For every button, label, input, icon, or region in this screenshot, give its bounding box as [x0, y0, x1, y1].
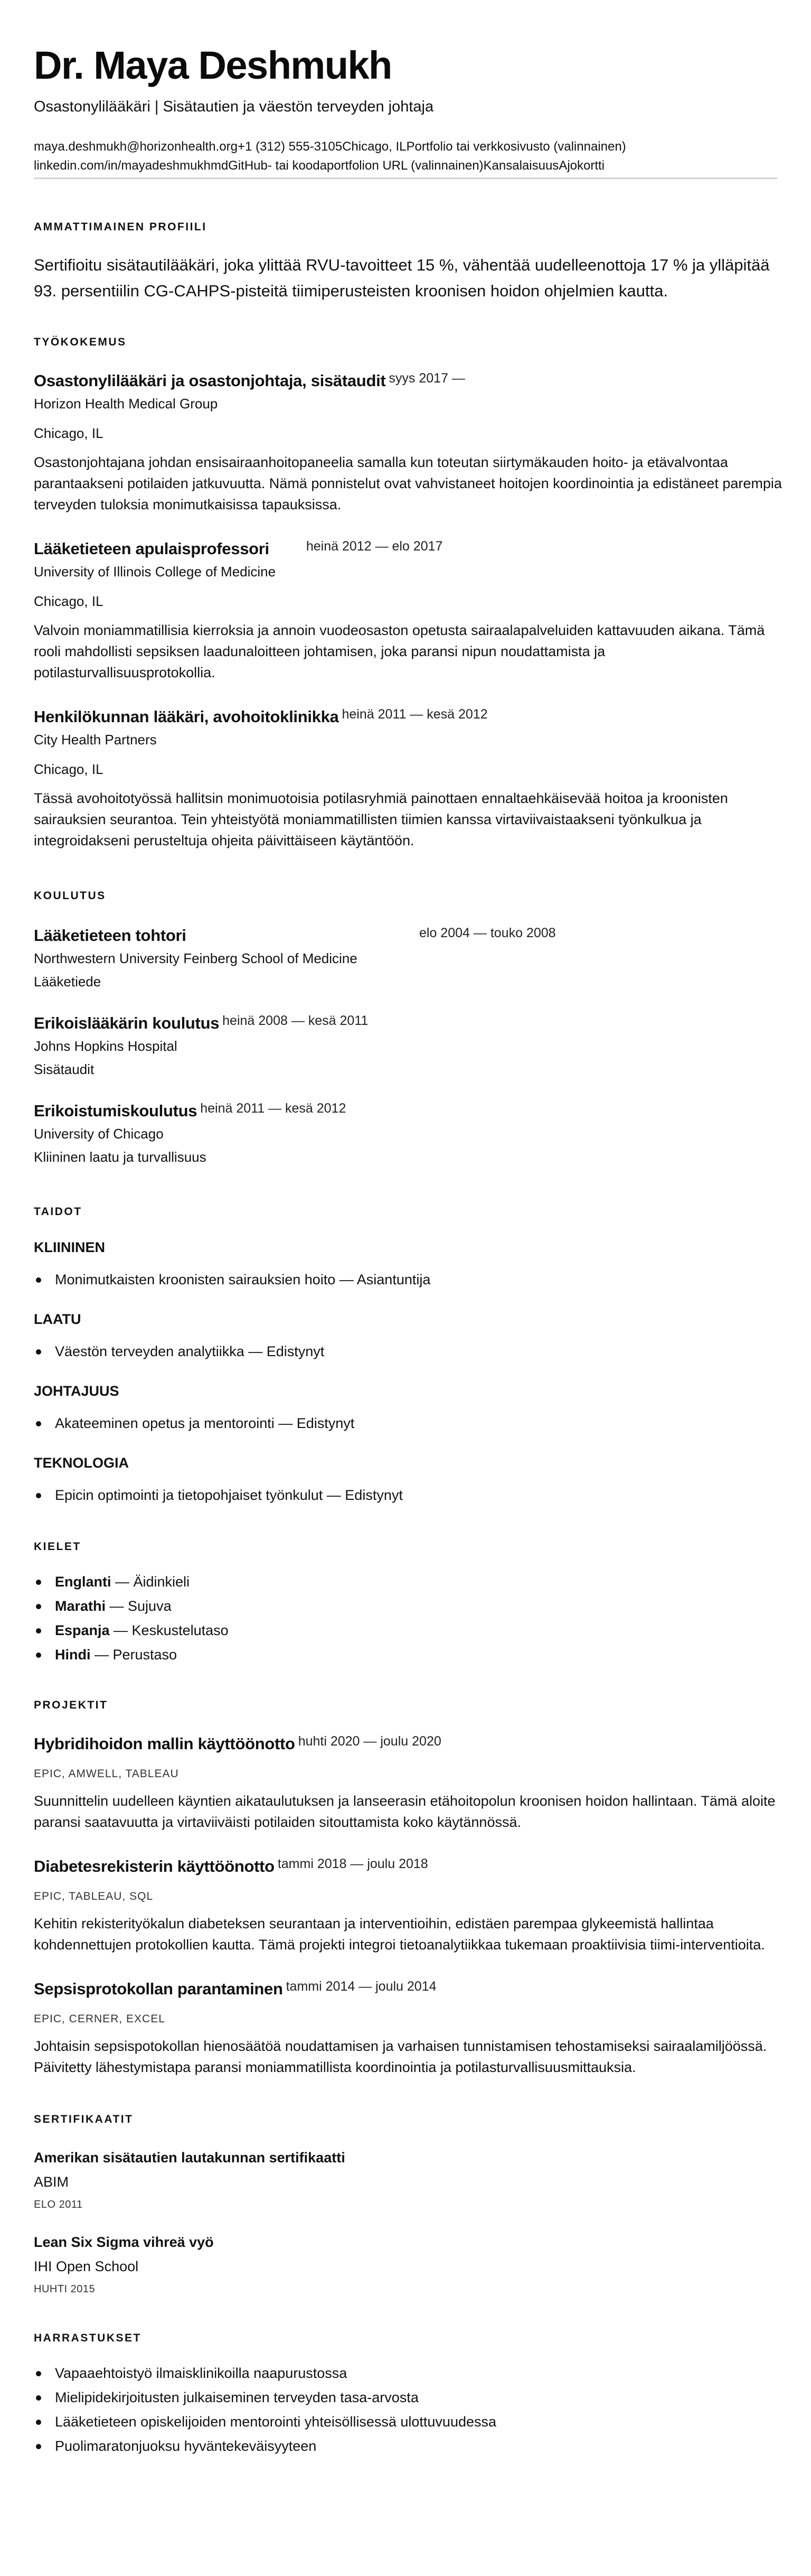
field-of-study: Sisätaudit	[34, 1061, 95, 1077]
project-dates: tammi 2018 — joulu 2018	[277, 1856, 428, 1871]
job-dates: heinä 2011 — kesä 2012	[342, 707, 488, 722]
interest-item: Puolimaratonjuoksu hyväntekeväisyyteen	[34, 2434, 777, 2458]
interest-list	[34, 2361, 777, 2458]
project-item	[34, 1856, 777, 1955]
contact-linkedin[interactable]: linkedin.com/in/mayadeshmukhmd	[34, 158, 229, 173]
experience-section	[34, 334, 782, 851]
school-name: Northwestern University Feinberg School of Medicine	[34, 950, 357, 966]
header-divider	[34, 178, 777, 179]
language-item	[34, 1642, 777, 1667]
profile-section	[34, 219, 777, 304]
language-level: — Keskustelutaso	[109, 1622, 229, 1638]
skill-list	[34, 1483, 777, 1507]
contact-drivers-license: Ajokortti	[559, 158, 605, 173]
skill-item: Monimutkaisten kroonisten sairauksien hoito — Asiantuntija	[34, 1267, 777, 1292]
school-name: Johns Hopkins Hospital	[34, 1038, 177, 1054]
certification-date: HUHTI 2015	[34, 2283, 96, 2295]
project-technologies: EPIC, AMWELL, TABLEAU	[34, 1768, 179, 1780]
skill-group-title: JOHTAJUUS	[34, 1383, 119, 1399]
project-name: Diabetesrekisterin käyttöönotto	[34, 1857, 275, 1875]
section-title-languages: KIELET	[34, 1541, 81, 1553]
job-dates: syys 2017 —	[389, 371, 465, 386]
certification-item	[34, 2232, 777, 2297]
section-title-experience: TYÖKOKEMUS	[34, 336, 127, 348]
profile-summary: Sertifioitu sisätautilääkäri, joka ylittää RVU-tavoitteet 15 %, vähentää uudelleenottoja 17 % ja ylläpitää 93. persentiilin CG-CAHPS-pisteitä tiimiperusteisten kroonisen hoidon ohjelmien kautta.	[34, 256, 770, 300]
field-of-study: Kliininen laatu ja turvallisuus	[34, 1149, 206, 1165]
project-description: Suunnittelin uudelleen käyntien aikataulutuksen ja lanseerasin etähoitopolun kroonisen hoidon hallintaan. Tämä aloite paransi saatavuutta ja virtaviiväisti potilaiden sitouttamista koko käytännössä.	[34, 1793, 776, 1830]
contact-info	[34, 137, 777, 175]
section-title-education: KOULUTUS	[34, 890, 106, 902]
certification-name: Amerikan sisätautien lautakunnan sertifikaatti	[34, 2150, 345, 2166]
project-description: Kehitin rekisterityökalun diabeteksen seurantaan ja interventioihin, edistäen parempaa glykeemistä hallintaa kohdennettujen protokollien kautta. Tämä projekti integroi tietoanalytiikkaa tukemaan proaktiivisia tiimi-interventioita.	[34, 1916, 765, 1953]
language-name: Hindi	[55, 1647, 91, 1663]
project-dates: tammi 2014 — joulu 2014	[286, 1979, 437, 1994]
experience-item	[34, 370, 782, 515]
language-name: Marathi	[55, 1598, 106, 1614]
skill-list	[34, 1411, 777, 1435]
project-dates: huhti 2020 — joulu 2020	[298, 1734, 441, 1749]
school-name: University of Chicago	[34, 1126, 164, 1142]
language-item	[34, 1570, 777, 1594]
candidate-name: Dr. Maya Deshmukh	[34, 43, 392, 87]
job-description: Tässä avohoitotyössä hallitsin monimuotoisia potilasryhmiä painottaen ennaltaehkäisevää hoitoa ja kroonisten sairauksien seurantoa. Tein yhteistyötä moniammatillisten tiimien kanssa virtaviivaistaakseni työnkulkua ja integroidakseni perusteltuja ohjeita päivittäiseen käytäntöön.	[34, 790, 728, 848]
language-item	[34, 1594, 777, 1618]
education-dates: heinä 2008 — kesä 2011	[222, 1013, 369, 1028]
language-name: Englanti	[55, 1574, 111, 1590]
resume-header	[34, 41, 777, 179]
section-title-skills: TAIDOT	[34, 1206, 82, 1218]
project-description: Johtaisin sepsispotokollan hienosäätöä noudattamisen ja varhaisen tunnistamisen tehostamiseksi sairaalamiljöössä. Päivitetty lähestymistapa paransi moniammatillista koordinointia ja potilasturvallisuusmittauksia.	[34, 2038, 767, 2075]
education-section	[34, 888, 777, 1167]
job-employer: Horizon Health Medical Group	[34, 396, 218, 412]
contact-citizenship: Kansalaisuus	[483, 158, 559, 173]
project-name: Sepsisprotokollan parantaminen	[34, 1980, 283, 1998]
experience-item	[34, 706, 777, 851]
contact-portfolio[interactable]: Portfolio tai verkkosivusto (valinnainen)	[406, 139, 626, 154]
language-level: — Perustaso	[90, 1647, 177, 1663]
job-title: Lääketieteen apulaisprofessori	[34, 539, 269, 558]
project-technologies: EPIC, CERNER, EXCEL	[34, 2013, 165, 2025]
section-title-interests: HARRASTUKSET	[34, 2332, 142, 2344]
interest-item: Lääketieteen opiskelijoiden mentorointi yhteisöllisessä ulottuvuudessa	[34, 2410, 777, 2434]
job-description: Osastonjohtajana johdan ensisairaanhoitopaneelia samalla kun toteutan siirtymäkauden hoito- ja etävalvontaa parantaakseni potilaiden jatkuvuutta. Nämä ponnistelut ovat vahvistaneet hoitojen koordinointia ja edistäneet parempia terveyden tuloksia monimutkaisissa tapauksissa.	[34, 454, 782, 512]
language-level: — Äidinkieli	[111, 1574, 190, 1590]
interests-section	[34, 2330, 777, 2458]
degree-title: Lääketieteen tohtori	[34, 926, 186, 945]
education-dates: elo 2004 — touko 2008	[419, 926, 556, 940]
job-employer: University of Illinois College of Medicine	[34, 564, 276, 580]
project-item	[34, 1733, 777, 1833]
skills-section	[34, 1204, 777, 1507]
degree-title: Erikoislääkärin koulutus	[34, 1014, 220, 1032]
section-title-certifications: SERTIFIKAATIT	[34, 2113, 134, 2125]
certification-issuer: IHI Open School	[34, 2258, 139, 2274]
job-title: Henkilökunnan lääkäri, avohoitoklinikka	[34, 707, 339, 726]
contact-row-secondary	[34, 156, 777, 175]
certification-issuer: ABIM	[34, 2174, 69, 2190]
skill-group	[34, 1238, 777, 1292]
project-item	[34, 1978, 777, 2078]
skill-group-title: TEKNOLOGIA	[34, 1455, 129, 1471]
job-dates: heinä 2012 — elo 2017	[306, 539, 443, 554]
skill-group-title: KLIININEN	[34, 1239, 105, 1255]
contact-location: Chicago, IL	[342, 139, 407, 154]
job-location: Chicago, IL	[34, 761, 103, 777]
education-item	[34, 925, 777, 992]
job-employer: City Health Partners	[34, 732, 157, 748]
skill-group	[34, 1382, 777, 1435]
skill-item: Epicin optimointi ja tietopohjaiset työnkulut — Edistynyt	[34, 1483, 777, 1507]
project-name: Hybridihoidon mallin käyttöönotto	[34, 1734, 295, 1753]
languages-section	[34, 1539, 777, 1667]
contact-github[interactable]: GitHub- tai koodaportfolion URL (valinnainen)	[228, 158, 484, 173]
certification-name: Lean Six Sigma vihreä vyö	[34, 2234, 214, 2250]
skill-group	[34, 1310, 777, 1364]
interest-item: Vapaaehtoistyö ilmaisklinikoilla naapurustossa	[34, 2361, 777, 2385]
section-title-projects: PROJEKTIT	[34, 1699, 108, 1711]
contact-row-primary	[34, 137, 777, 156]
language-name: Espanja	[55, 1622, 110, 1638]
certifications-section	[34, 2112, 777, 2297]
skill-item: Akateeminen opetus ja mentorointi — Edistynyt	[34, 1411, 777, 1435]
interest-item: Mielipidekirjoitusten julkaiseminen terveyden tasa-arvosta	[34, 2385, 777, 2410]
job-title: Osastonylilääkäri ja osastonjohtaja, sisätaudit	[34, 371, 386, 390]
certification-date: ELO 2011	[34, 2199, 83, 2210]
language-level: — Sujuva	[106, 1598, 172, 1614]
contact-email[interactable]: maya.deshmukh@horizonhealth.org	[34, 139, 238, 154]
education-item	[34, 1100, 777, 1167]
projects-section	[34, 1697, 777, 2078]
skill-list	[34, 1267, 777, 1292]
degree-title: Erikoistumiskoulutus	[34, 1102, 197, 1120]
skill-list	[34, 1339, 777, 1364]
section-title-profile: AMMATTIMAINEN PROFIILI	[34, 221, 207, 233]
education-dates: heinä 2011 — kesä 2012	[200, 1101, 346, 1116]
skill-group-title: LAATU	[34, 1311, 81, 1327]
field-of-study: Lääketiede	[34, 974, 101, 990]
project-technologies: EPIC, TABLEAU, SQL	[34, 1890, 154, 1902]
skill-item: Väestön terveyden analytiikka — Edistynyt	[34, 1339, 777, 1364]
experience-item	[34, 538, 777, 683]
job-location: Chicago, IL	[34, 425, 103, 441]
language-item	[34, 1618, 777, 1642]
certification-item	[34, 2148, 777, 2212]
language-list	[34, 1570, 777, 1667]
job-description: Valvoin moniammatillisia kierroksia ja annoin vuodeosaston opetusta sairaalapalveluiden kattavuuden aikana. Tämä rooli mahdollisti sepsiksen laadunaloitteen johtamisen, joka paransi nipun noudattamista ja potilasturvallisuusprotokollia.	[34, 622, 765, 680]
job-location: Chicago, IL	[34, 593, 103, 609]
skill-group	[34, 1453, 777, 1507]
education-item	[34, 1013, 777, 1079]
contact-phone[interactable]: +1 (312) 555-3105	[237, 139, 343, 154]
candidate-headline: Osastonylilääkäri | Sisätautien ja väestön terveyden johtaja	[34, 98, 434, 115]
